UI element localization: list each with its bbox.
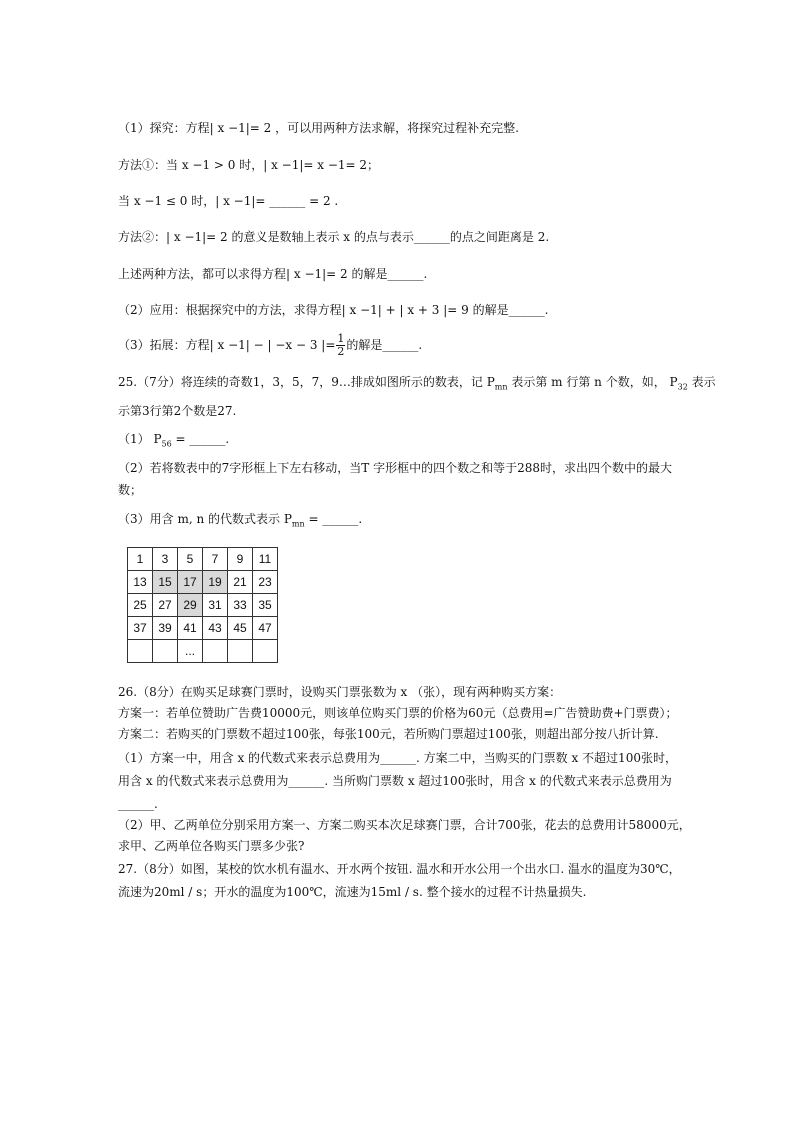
table-cell-highlighted: 15 [153,571,178,594]
part3-extend [118,333,422,358]
table-cell: 37 [128,617,153,640]
table-cell [153,640,178,663]
table-cell-highlighted: 19 [203,571,228,594]
table-cell: 41 [178,617,203,640]
q25-part2: （2）若将数表中的7字形框上下左右移动，当T 字形框中的四个数之和等于288时，求出四个数中的最大 [118,461,672,475]
method1-case2: 当 x −1 ≤ 0 时，| x −1|= ______ = 2 . [118,194,339,208]
table-cell: 9 [228,548,253,571]
q25-part3-text-a: （3）用含 m, n 的代数式表示 P [118,512,292,526]
table-row [128,594,278,617]
q25-part1-subscript: 56 [161,439,172,449]
table-row [128,571,278,594]
one-half-fraction [336,333,345,358]
q25-part3-text-b: = ______. [304,512,363,526]
table-cell [203,640,228,663]
q26-part2: （2）甲、乙两单位分别采用方案一、方案二购买本次足球赛门票，合计700张，花去的总费用计58000元， [118,818,691,832]
table-cell-highlighted: 29 [178,594,203,617]
table-cell: 1 [128,548,153,571]
q26-plan1: 方案一：若单位赞助广告费10000元，则该单位购买门票的价格为60元（总费用=广告赞助费+门票费）； [118,706,678,720]
question-27-stem: 27.（8分）如图，某校的饮水机有温水、开水两个按钮. 温水和开水公用一个出水口. 温水的温度为30℃， [118,862,681,876]
table-cell: 5 [178,548,203,571]
q25-part1-text-b: = ______. [171,432,230,446]
table-row [128,640,278,663]
table-cell-highlighted: 17 [178,571,203,594]
table-cell: 13 [128,571,153,594]
q25-part1 [118,431,229,452]
q25-text-a: 25.（7分）将连续的奇数1，3，5，7，9…排成如图所示的数表，记 P [118,375,495,389]
odd-number-table [127,547,278,663]
method2: 方法②：| x −1|= 2 的意义是数轴上表示 x 的点与表示______的点之间距离是 2. [118,230,550,244]
table-cell: 7 [203,548,228,571]
table-cell: 11 [253,548,278,571]
table-cell: 45 [228,617,253,640]
table-cell: 25 [128,594,153,617]
q25-text-b: 表示第 m 行第 n 个数，如， P [507,375,678,389]
q26-part1-cont: 用含 x 的代数式来表示总费用为______. 当所购门票数 x 超过100张时，用含 x 的代数式来表示总费用为 [118,774,672,788]
part3-text-b: 的解是______. [346,338,423,352]
table-cell: 43 [203,617,228,640]
table-cell: 31 [203,594,228,617]
table-cell [128,640,153,663]
table-cell: 21 [228,571,253,594]
table-cell: ... [178,640,203,663]
q25-part3 [118,511,362,532]
part1-explore: （1）探究：方程| x −1|= 2 ，可以用两种方法求解，将探究过程补充完整. [118,121,519,135]
q26-plan2: 方案二：若购买的门票数不超过100张，每张100元，若所购门票超过100张，则超出部分按八折计算. [118,727,659,741]
fraction-numerator: 1 [337,332,345,345]
table-row [128,548,278,571]
q25-subscript-mn: mn [494,382,508,392]
q25-part2-cont: 数； [118,483,143,497]
part2-apply: （2）应用：根据探究中的方法，求得方程| x −1| + | x + 3 |= 9 的解是______. [118,303,549,317]
table-row [128,617,278,640]
method-summary: 上述两种方法，都可以求得方程| x −1|= 2 的解是______. [118,267,428,281]
table-cell: 3 [153,548,178,571]
q26-part1: （1）方案一中，用含 x 的代数式来表示总费用为______. 方案二中，当购买的门票数 x 不超过100张时， [118,751,677,765]
method1-case1: 方法①：当 x −1 > 0 时，| x −1|= x −1= 2； [118,158,380,172]
table-cell: 27 [153,594,178,617]
table-cell: 23 [253,571,278,594]
table-cell [253,640,278,663]
part3-text-a: （3）拓展：方程| x −1| − | −x − 3 |= [118,338,336,352]
q25-subscript-32: 32 [677,382,688,392]
table-cell: 47 [253,617,278,640]
q26-part1-blank: ______. [118,797,158,811]
question-25-stem-cont: 示第3行第2个数是27. [118,404,237,418]
question-26-stem: 26.（8分）在购买足球赛门票时，设购买门票张数为 x （张），现有两种购买方案： [118,685,562,699]
q25-part3-subscript: mn [291,519,305,529]
question-25-stem [118,374,716,395]
table-cell: 39 [153,617,178,640]
table-cell: 35 [253,594,278,617]
table-cell: 33 [228,594,253,617]
fraction-denominator: 2 [337,345,345,358]
table-cell [228,640,253,663]
q25-part1-text-a: （1） P [118,432,162,446]
q25-text-c: 表示 [687,375,716,389]
question-27-stem-cont: 流速为20ml / s；开水的温度为100℃，流速为15ml / s. 整个接水的过程不计热量损失. [118,885,587,899]
q26-part2-cont: 求甲、乙两单位各购买门票多少张? [118,839,305,853]
